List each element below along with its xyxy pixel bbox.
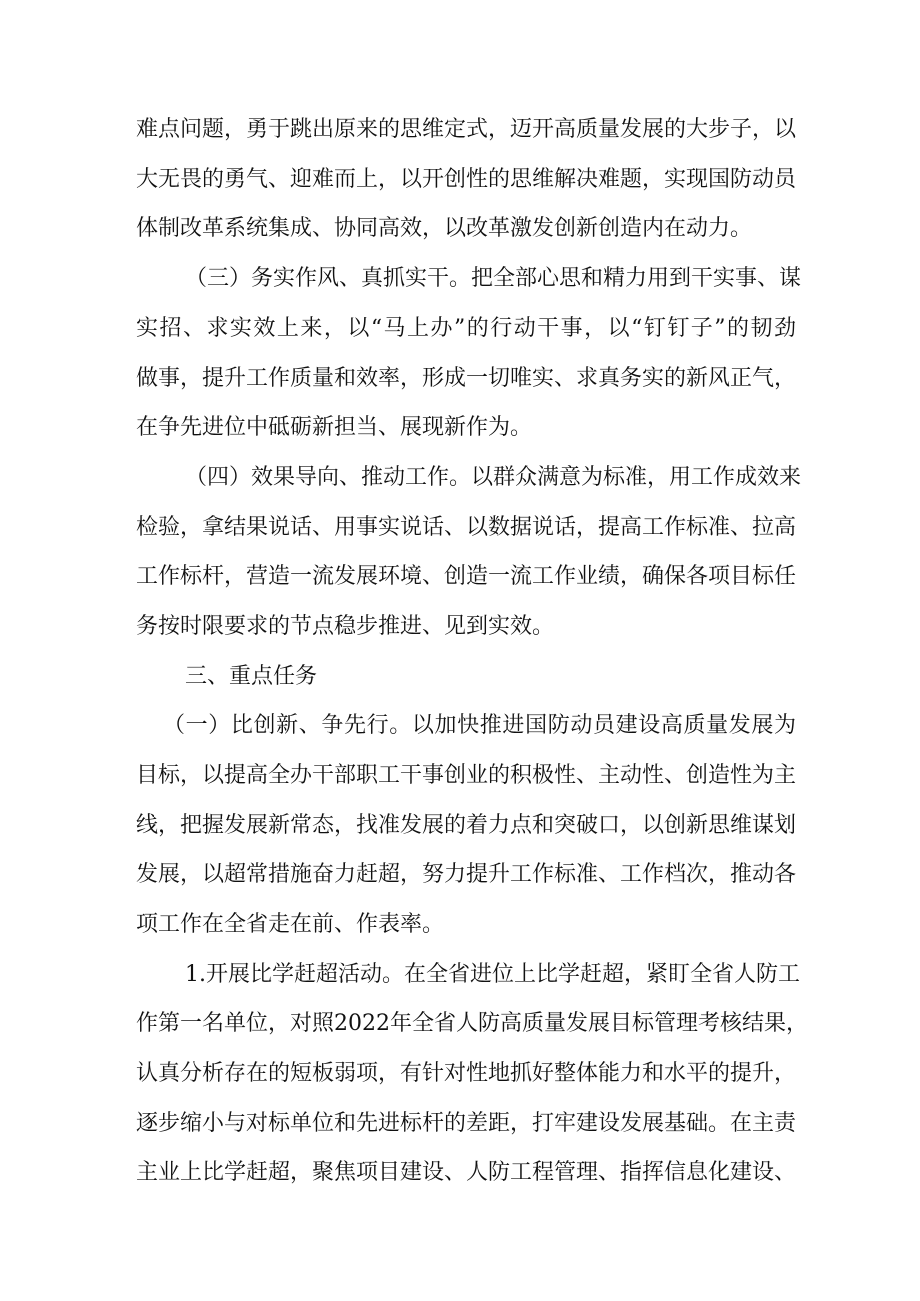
text-line: 线，把握发展新常态，找准发展的着力点和突破口，以创新思维谋划 [136, 813, 797, 838]
text-line: 目标，以提高全办干部职工干事创业的积极性、主动性、创造性为主 [136, 763, 797, 788]
text-line: 难点问题，勇于跳出原来的思维定式，迈开高质量发展的大步子，以 [136, 117, 797, 142]
text-line: 在争先进位中砥砺新担当、展现新作为。 [136, 415, 533, 440]
text-line: （四）效果导向、推动工作。以群众满意为标准，用工作成效来 [185, 465, 802, 490]
text-line: 主业上比学赶超，聚焦项目建设、人防工程管理、指挥信息化建设、 [136, 1160, 797, 1185]
text-line: 认真分析存在的短板弱项，有针对性地抓好整体能力和水平的提升， [136, 1061, 797, 1086]
text-line: 大无畏的勇气、迎难而上，以开创性的思维解决难题，实现国防动员 [136, 167, 797, 192]
text-line: 项工作在全省走在前、作表率。 [136, 912, 445, 937]
text-line: 体制改革系统集成、协同高效，以改革激发创新创造内在动力。 [136, 216, 753, 241]
text-line: 务按时限要求的节点稳步推进、见到实效。 [136, 614, 555, 639]
text-line: （一）比创新、争先行。以加快推进国防动员建设高质量发展为 [163, 713, 796, 738]
text-line: 工作标杆，营造一流发展环境、创造一流工作业绩，确保各项目标任 [136, 564, 797, 589]
text-line: 做事，提升工作质量和效率，形成一切唯实、求真务实的新风正气， [136, 366, 797, 391]
text-line: （三）务实作风、真抓实干。把全部心思和精力用到干实事、谋 [185, 266, 802, 291]
section-heading: 三、重点任务 [185, 664, 318, 689]
text-line: 作第一名单位，对照2022年全省人防高质量发展目标管理考核结果， [136, 1011, 808, 1036]
text-line: 检验，拿结果说话、用事实说话、以数据说话，提高工作标准、拉高 [136, 515, 797, 540]
text-line: 发展，以超常措施奋力赶超，努力提升工作标准、工作档次，推动各 [136, 862, 797, 887]
text-line: 1.开展比学赶超活动。在全省进位上比学赶超，紧盯全省人防工 [185, 962, 800, 987]
text-line: 实招、求实效上来，以“马上办”的行动干事，以“钉钉子”的韧劲 [136, 316, 796, 341]
text-line: 逐步缩小与对标单位和先进标杆的差距，打牢建设发展基础。在主责 [136, 1111, 797, 1136]
